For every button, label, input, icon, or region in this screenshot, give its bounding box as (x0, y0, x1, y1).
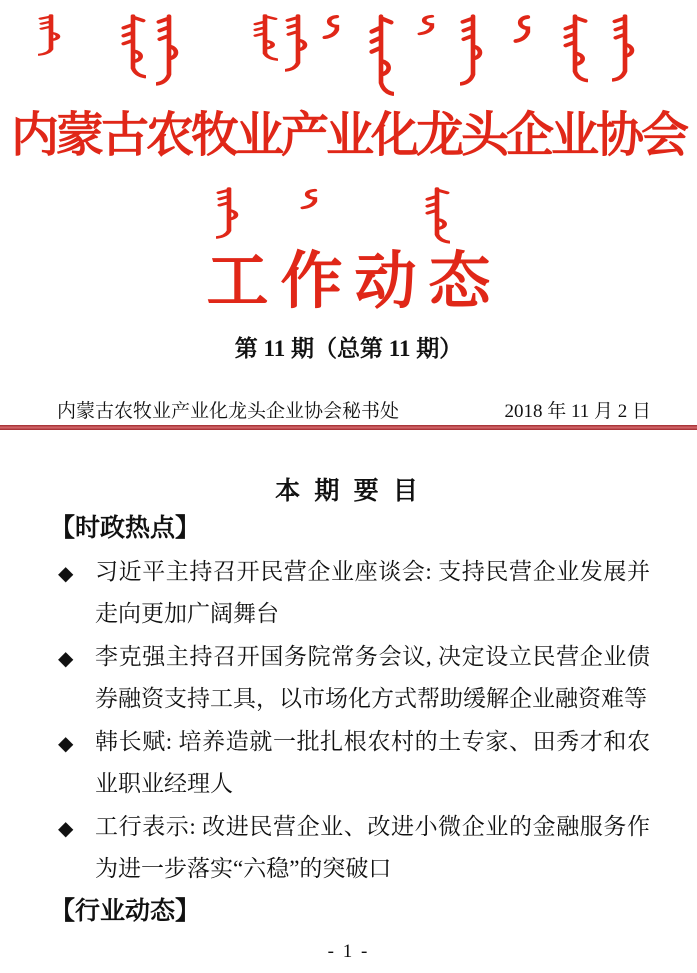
toc-item (50, 636, 650, 721)
mongolian-word-icon (216, 187, 242, 239)
mongolian-word-icon (38, 14, 64, 56)
bulletin-title: 工作动态 (206, 248, 503, 316)
toc-item-text: 韩长赋: 培养造就一批扎根农村的土专家、田秀才和农业职业经理人 (95, 728, 650, 796)
section-heading-industry: 【行业动态】 (50, 897, 201, 925)
mongolian-word-icon (417, 14, 443, 36)
mongolian-word-icon (322, 14, 348, 40)
mongolian-word-icon (368, 14, 394, 98)
issue-line: 第 11 期（总第 11 期） (234, 336, 463, 361)
org-title: 内蒙古农牧业产业化龙头企业协会 (10, 109, 686, 162)
publisher-name: 内蒙古农牧业产业化龙头企业协会秘书处 (57, 401, 400, 422)
diamond-bullet-icon: ◆ (58, 730, 74, 755)
toc-item-text: 工行表示: 改进民营企业、改进小微企业的金融服务作为进一步落实“六稳”的突破口 (95, 813, 650, 881)
toc-item (50, 806, 650, 891)
mongolian-word-icon (156, 14, 182, 86)
mongolian-word-icon (612, 14, 638, 82)
mongolian-word-icon (285, 14, 311, 72)
toc-item-text: 李克强主持召开国务院常务会议, 决定设立民营企业债券融资支持工具，以市场化方式帮助缓解企业融资难等 (95, 643, 650, 711)
mongolian-word-icon (460, 14, 486, 86)
mongolian-word-icon (562, 14, 588, 84)
toc-item (50, 551, 650, 636)
red-divider-rule (0, 425, 697, 430)
toc-item (50, 721, 650, 806)
toc-item-text: 习近平主持召开民营企业座谈会: 支持民营企业发展并走向更加广阔舞台 (95, 558, 650, 626)
mongolian-word-icon (513, 14, 539, 44)
mongolian-word-icon (300, 188, 326, 210)
section-heading-politics: 【时政热点】 (50, 515, 201, 542)
diamond-bullet-icon: ◆ (58, 815, 74, 840)
diamond-bullet-icon: ◆ (58, 560, 74, 585)
mongolian-word-icon (424, 187, 450, 245)
publish-date: 2018 年 11 月 2 日 (504, 401, 651, 422)
toc-body (50, 508, 650, 933)
toc-list (50, 551, 650, 891)
publisher-row (57, 396, 651, 423)
diamond-bullet-icon: ◆ (58, 645, 74, 670)
mongolian-word-icon (252, 14, 278, 62)
page-number: - 1 - (327, 941, 370, 962)
mongolian-word-icon (120, 14, 146, 80)
toc-heading: 本 期 要 目 (275, 478, 422, 505)
